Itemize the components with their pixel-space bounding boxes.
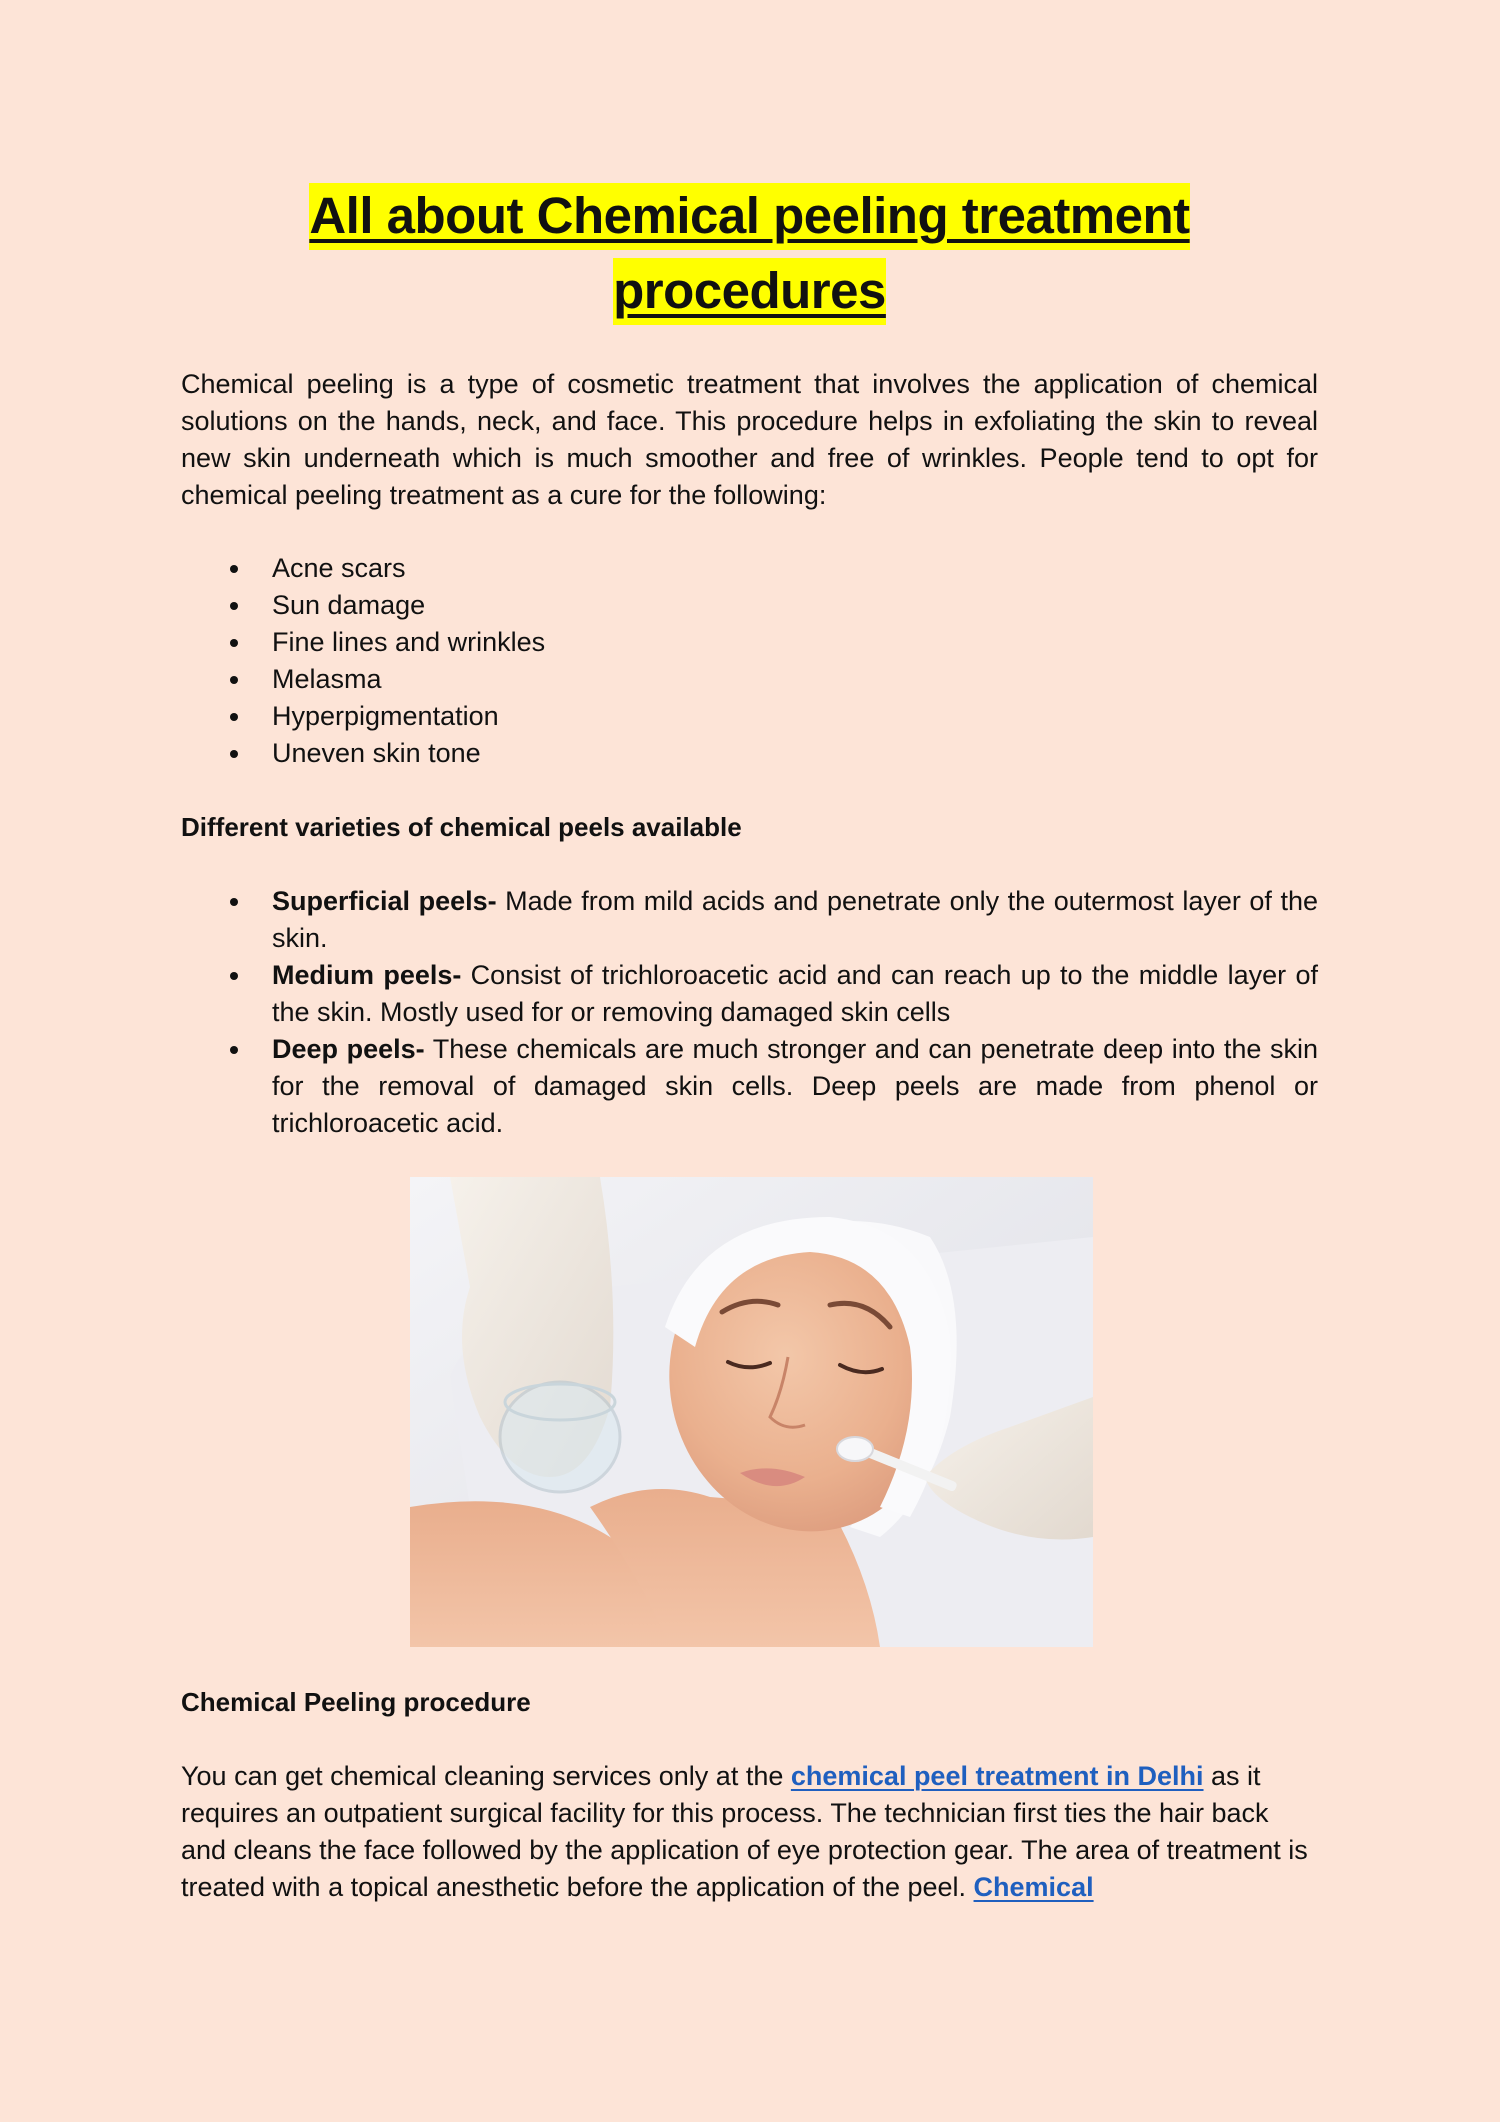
peel-term: Superficial peels- bbox=[272, 886, 497, 916]
list-item-text: Sun damage bbox=[272, 590, 426, 620]
list-item bbox=[181, 624, 1318, 661]
bullet-icon bbox=[230, 898, 238, 906]
varieties-heading: Different varieties of chemical peels available bbox=[181, 812, 742, 842]
treatment-photo-illustration bbox=[410, 1177, 1093, 1647]
list-item bbox=[181, 550, 1318, 587]
paragraph-text: You can get chemical cleaning services only at the bbox=[181, 1761, 791, 1791]
bullet-icon bbox=[230, 602, 238, 610]
list-item bbox=[181, 698, 1318, 735]
list-item-text bbox=[272, 883, 1318, 957]
chemical-peel-delhi-link[interactable]: chemical peel treatment in Delhi bbox=[790, 1761, 1204, 1791]
bullet-icon bbox=[230, 750, 238, 758]
list-item bbox=[181, 883, 1318, 957]
bullet-icon bbox=[230, 565, 238, 573]
bullet-icon bbox=[230, 676, 238, 684]
list-item-text bbox=[272, 1031, 1318, 1142]
list-item-text: Hyperpigmentation bbox=[272, 701, 499, 731]
list-item-text: Fine lines and wrinkles bbox=[272, 627, 546, 657]
peel-term: Deep peels- bbox=[272, 1034, 425, 1064]
peel-description: Consist of trichloroacetic acid and can reach up to the middle layer of the skin. Mostly used for or removing damaged skin cells bbox=[272, 960, 1318, 1027]
procedure-heading: Chemical Peeling procedure bbox=[181, 1687, 531, 1717]
peel-description: These chemicals are much stronger and can penetrate deep into the skin for the removal of damaged skin cells. Deep peels are made from phenol or trichloroacetic acid. bbox=[272, 1034, 1318, 1138]
bullet-icon bbox=[230, 713, 238, 721]
bullet-icon bbox=[230, 972, 238, 980]
list-item bbox=[181, 1031, 1318, 1142]
list-item bbox=[181, 587, 1318, 624]
intro-paragraph: Chemical peeling is a type of cosmetic treatment that involves the application of chemical solutions on the hands, neck, and face. This procedure helps in exfoliating the skin to reveal new skin underneath which is much smoother and free of wrinkles. People tend to opt for chemical peeling treatment as a cure for the following: bbox=[181, 369, 1318, 510]
conditions-list bbox=[181, 550, 1318, 772]
chemical-link[interactable]: Chemical bbox=[973, 1872, 1094, 1902]
page-title bbox=[181, 178, 1318, 328]
bullet-icon bbox=[230, 639, 238, 647]
list-item bbox=[181, 735, 1318, 772]
bullet-icon bbox=[230, 1046, 238, 1054]
list-item-text: Melasma bbox=[272, 664, 382, 694]
list-item bbox=[181, 661, 1318, 698]
title-line-1: All about Chemical peeling treatment bbox=[309, 183, 1189, 250]
list-item-text: Acne scars bbox=[272, 553, 406, 583]
peel-description: Made from mild acids and penetrate only the outermost layer of the skin. bbox=[272, 886, 1318, 953]
procedure-paragraph bbox=[181, 1758, 1318, 1906]
list-item bbox=[181, 957, 1318, 1031]
list-item-text: Uneven skin tone bbox=[272, 738, 481, 768]
peel-term: Medium peels- bbox=[272, 960, 462, 990]
list-item-text bbox=[272, 957, 1318, 1031]
varieties-list bbox=[181, 883, 1318, 1142]
paragraph-text: as it requires an outpatient surgical facility for this process. The technician first ties the hair back and cleans the face followed by the application of eye protection gear. The area of treatment is treated with a topical anesthetic before the application of the peel. bbox=[181, 1761, 1308, 1902]
title-line-2: procedures bbox=[613, 258, 886, 325]
treatment-photo bbox=[410, 1177, 1093, 1647]
